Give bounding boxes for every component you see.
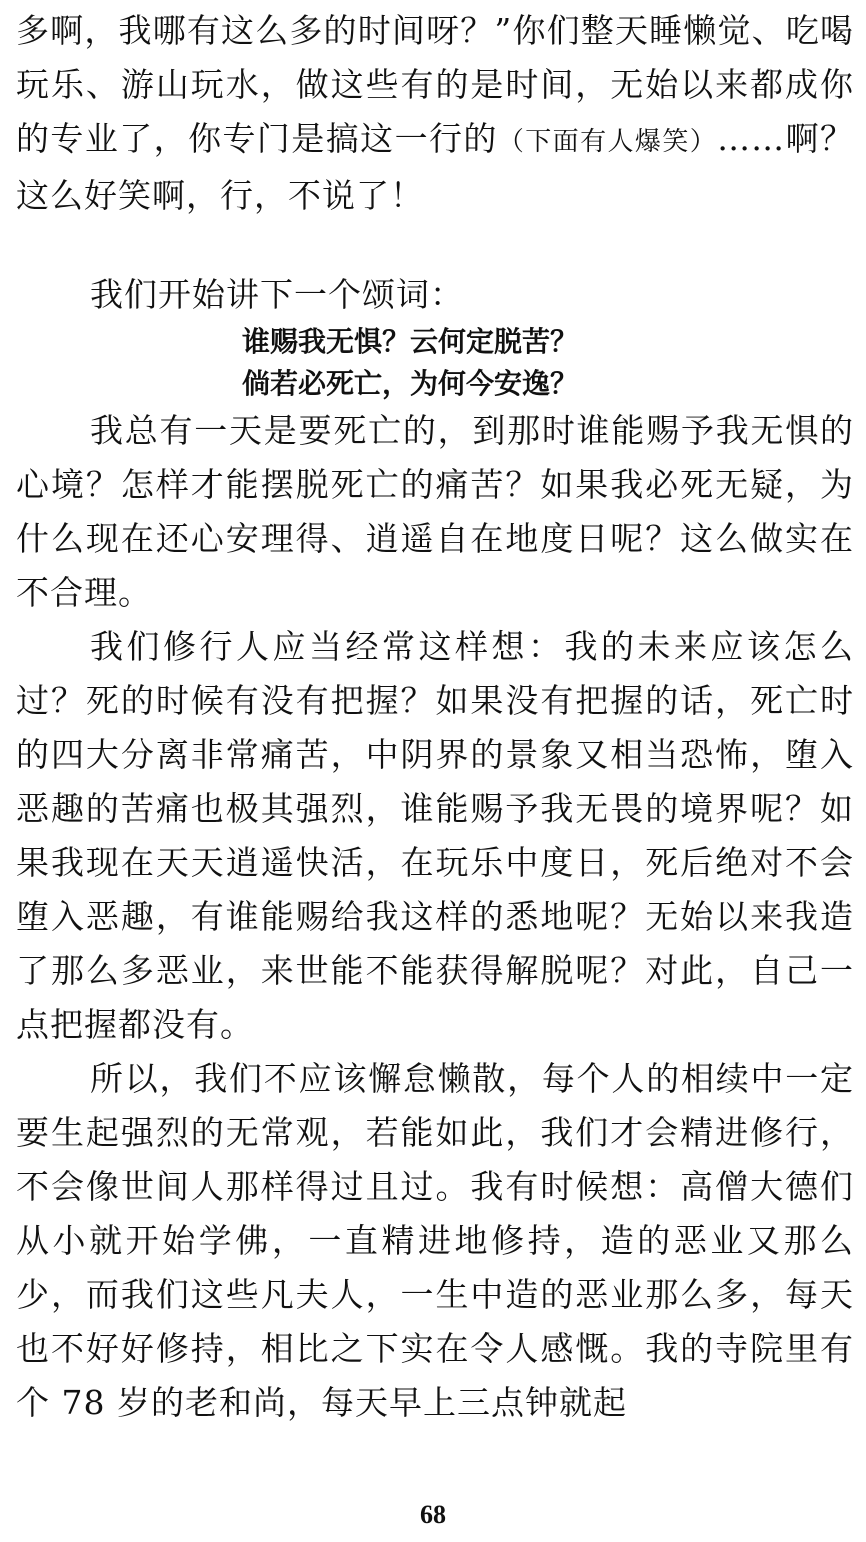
verse-line-2: 倘若必死亡，为何今安逸？ (242, 367, 579, 400)
page-number: 68 (420, 1500, 446, 1529)
paragraph-1-main: 多啊，我哪有这么多的时间呀？”你们整天睡懒觉、吃喝玩乐、游山玩水，做这些有的是时间，无始以来都成你的专业了，你专门是搞这一行的 (16, 11, 854, 158)
paragraph-4: 我们修行人应当经常这样想：我的未来应该怎么过？死的时候有没有把握？如果没有把握的话，死亡时的四大分离非常痛苦，中阴界的景象又相当恐怖，堕入恶趣的苦痛也极其强烈，谁能赐予我无畏的境界呢？如果我现在天天逍遥快活，在玩乐中度日，死后绝对不会堕入恶趣，有谁能赐给我这样的悉地呢？无始以来我造了那么多恶业，来世能不能获得解脱呢？对此，自己一点把握都没有。 (16, 627, 854, 1044)
paragraph-5: 所以，我们不应该懈怠懒散，每个人的相续中一定要生起强烈的无常观，若能如此，我们才会精进修行，不会像世间人那样得过且过。我有时候想：高僧大德们从小就开始学佛，一直精进地修持，造的恶业又那么少，而我们这些凡夫人，一生中造的恶业那么多，每天也不好好修持，相比之下实在令人感慨。我的寺院里有个 78 岁的老和尚，每天早上三点钟就起 (16, 1059, 854, 1422)
paragraph-1-tail: ……啊？这么好笑啊，行，不说了！ (16, 119, 855, 215)
paragraph-1-aside: （下面有人爆笑） (497, 127, 718, 157)
paragraph-2: 我们开始讲下一个颂词： (90, 275, 464, 314)
paragraph-1 (16, 4, 854, 223)
paragraph-3: 我总有一天是要死亡的，到那时谁能赐予我无惧的心境？怎样才能摆脱死亡的痛苦？如果我必死无疑，为什么现在还心安理得、逍遥自在地度日呢？这么做实在不合理。 (16, 411, 854, 612)
verse-line-1: 谁赐我无惧？云何定脱苦？ (242, 325, 579, 358)
